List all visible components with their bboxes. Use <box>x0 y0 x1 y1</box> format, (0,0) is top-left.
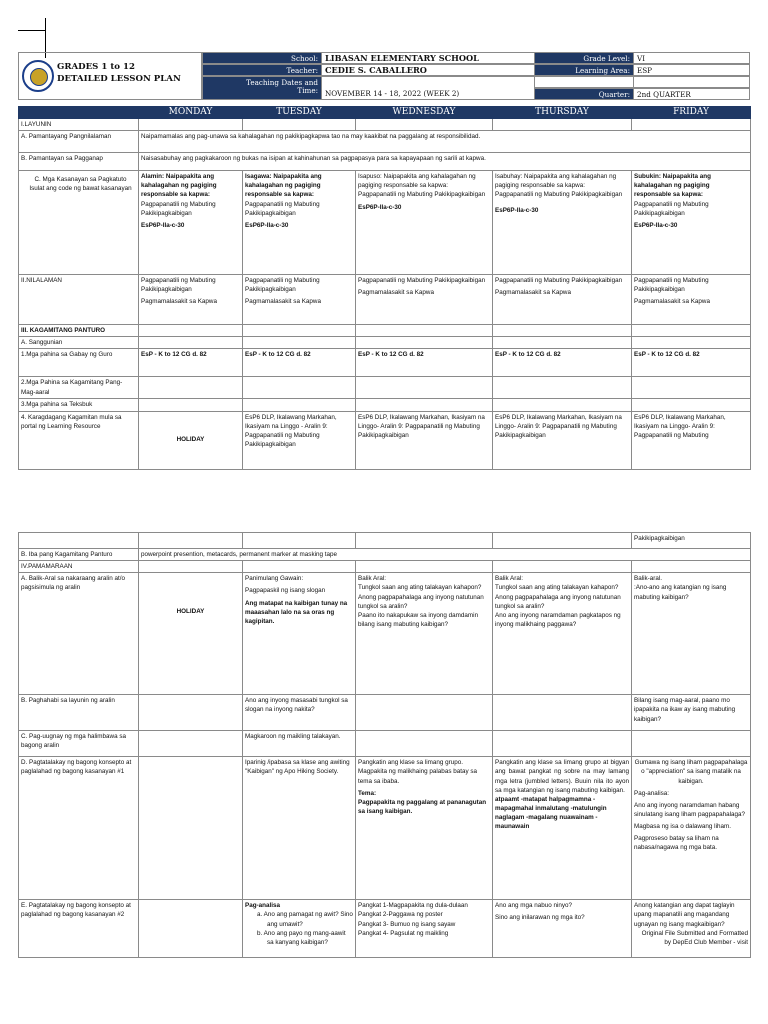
cell-line: Balik Aral: <box>495 575 523 583</box>
quarter-label: Quarter: <box>534 88 634 100</box>
competency-topic: Pagpapanatili ng Mabuting Pakikipagkaibigan <box>495 191 623 199</box>
competency-text: Subukin: Naipapakita ang kahalagahan ng pagiging responsable sa kapwa: <box>634 173 711 199</box>
row-text: Naisasabuhay ang pagkakaroon ng bukas na isipan at kahinahunan sa pagpapasya para sa kapayapaan ng sarili at kapwa. <box>139 153 751 171</box>
empty-cell <box>493 325 632 337</box>
cell-line: Ano ang mga nabuo ninyo? <box>495 902 573 910</box>
empty-cell <box>632 399 751 411</box>
cell-line: Pagpapakita ng paggalang at pananagutan sa isang kaibigan. <box>358 798 487 815</box>
kasanayan-row <box>19 171 751 275</box>
competency-topic: Pagpapanatili ng Mabuting Pakikipagkaibigan <box>141 200 216 217</box>
empty-cell <box>632 337 751 349</box>
empty-cell <box>243 377 356 399</box>
day-tuesday: TUESDAY <box>243 107 356 119</box>
row-label: E. Pagtatalakay ng bagong konsepto at paglalahad ng bagong kasanayan #2 <box>19 900 139 958</box>
gabay-thursday: EsP - K to 12 CG d. 82 <box>493 349 632 377</box>
cell-line: Pag-analisa <box>245 902 280 910</box>
pag-uugnay-row <box>19 731 751 757</box>
row-label: IV.PAMAMARAAN <box>19 561 139 573</box>
lr-friday: EsP6 DLP, Ikalawang Markahan, Ikasiyam na Linggo- Aralin 9: Pagpapanatili ng Mabuting <box>632 411 751 469</box>
empty-cell <box>356 533 493 549</box>
empty-cell <box>243 325 356 337</box>
quarter-value: 2nd QUARTER <box>633 88 750 100</box>
nilalaman-subtopic: Pagmamalasakit sa Kapwa <box>634 298 710 306</box>
day-thursday: THURSDAY <box>493 107 632 119</box>
competency-text: Isagawa: Naipapakita ang kahalagahan ng pagiging responsable sa kapwa: <box>245 173 322 199</box>
row-text: powerpoint presention, metacards, permanent marker at masking tape <box>139 549 751 561</box>
day-header-blank <box>19 107 139 119</box>
competency-code: EsP6P-IIa-c-30 <box>245 221 289 229</box>
grade-label: Grade Level: <box>534 52 634 64</box>
kasanayan-thursday <box>493 171 632 275</box>
competency-text: Isapuso: Naipapakita ang kahalagahan ng pagiging responsable sa kapwa: <box>358 173 476 190</box>
pagtatalakay-1-row <box>19 757 751 900</box>
sanggunian-row <box>19 337 751 349</box>
empty-cell <box>139 731 243 757</box>
lesson-plan-header <box>18 52 750 100</box>
empty-cell <box>19 533 139 549</box>
day-friday: FRIDAY <box>632 107 751 119</box>
empty-cell <box>139 377 243 399</box>
cell-line: Ano ang inyong naramdaman pagkatapos ng inyong malikhaing paggawa? <box>495 611 621 628</box>
empty-cell <box>356 325 493 337</box>
empty-cell <box>356 399 493 411</box>
header-title-line1: GRADES 1 to 12 <box>57 62 135 72</box>
competency-code: EsP6P-IIa-c-30 <box>634 221 678 229</box>
holiday-label: HOLIDAY <box>139 573 243 695</box>
nilalaman-wednesday <box>356 275 493 325</box>
row-label: C. Pag-uugnay ng mga halimbawa sa bagong aralin <box>19 731 139 757</box>
competency-code: EsP6P-IIa-c-30 <box>358 203 402 211</box>
competency-topic: Pagpapanatili ng Mabuting Pakikipagkaibigan <box>634 200 709 217</box>
pagtatalakay-2-row <box>19 900 751 958</box>
deped-seal-icon <box>22 60 54 92</box>
d-thursday <box>493 757 632 900</box>
header-right <box>534 52 750 100</box>
empty-cell <box>356 337 493 349</box>
empty-cell <box>632 377 751 399</box>
empty-cell <box>139 325 243 337</box>
empty-cell <box>139 561 243 573</box>
row-label: 2.Mga Pahina sa Kagamitang Pang-Mag-aaral <box>19 377 139 399</box>
nilalaman-topic: Pagpapanatili ng Mabuting Pakikipagkaibigan <box>141 277 216 294</box>
day-wednesday: WEDNESDAY <box>356 107 493 119</box>
row-label: A. Sanggunian <box>19 337 139 349</box>
empty-cell <box>243 533 356 549</box>
cell-line: Tungkol saan ang ating talakayan kahapon? <box>495 584 619 592</box>
empty-cell <box>493 533 632 549</box>
empty-cell <box>139 337 243 349</box>
dates-value: NOVEMBER 14 - 18, 2022 (WEEK 2) <box>321 76 552 100</box>
empty-cell <box>139 399 243 411</box>
row-label: II.NILALAMAN <box>19 275 139 325</box>
cell-line: Pangkatin ang klase sa limang grupo at bigyan ang bawat pangkat ng sobre na may lamang mga letra (jumbled letters). Buuin nila ito ayon sa mga katangian ng isang mabuting kaibigan. <box>495 759 629 794</box>
balik-aral-row <box>19 573 751 695</box>
nilalaman-topic: Pagpapanatili ng Mabuting Pakikipagkaibigan <box>495 277 623 285</box>
empty-cell <box>632 731 751 757</box>
paghahabi-row <box>19 695 751 731</box>
empty-cell <box>632 325 751 337</box>
nilalaman-monday <box>139 275 243 325</box>
nilalaman-topic: Pagpapanatili ng Mabuting Pakikipagkaibigan <box>358 277 486 285</box>
empty-cell <box>356 377 493 399</box>
pamamaraan-row <box>19 561 751 573</box>
empty-cell <box>139 119 243 131</box>
iba-pang-kagamitan-row <box>19 549 751 561</box>
dates-label-line2: Time: <box>297 86 318 95</box>
cell-line: b. Ano ang payo ng mang-aawit sa kanyang kaibigan? <box>257 929 346 946</box>
area-spacer <box>534 76 634 88</box>
row-label: B. Paghahabi sa layunin ng aralin <box>19 695 139 731</box>
area-value: ESP <box>633 64 750 76</box>
competency-text: Alamin: Naipapakita ang kahalagahan ng pagiging responsable sa kapwa: <box>141 173 217 199</box>
nilalaman-row <box>19 275 751 325</box>
header-middle <box>202 52 552 100</box>
lr-thursday: EsP6 DLP, Ikalawang Markahan, Ikasiyam na Linggo- Aralin 9: Pagpapanatili ng Mabuting Pakikipagkaibigan <box>493 411 632 469</box>
pamantayang-pangnilalaman-row <box>19 131 751 153</box>
row-label: 3.Mga pahina sa Teksbuk <box>19 399 139 411</box>
nilalaman-topic: Pagpapanatili ng Mabuting Pakikipagkaibigan <box>245 277 320 294</box>
empty-cell <box>243 399 356 411</box>
header-title <box>57 62 181 85</box>
cell-line: Magbasa ng isa o dalawang liham. <box>634 823 731 830</box>
school-value: LIBASAN ELEMENTARY SCHOOL <box>321 52 552 64</box>
gabay-monday: EsP - K to 12 CG d. 82 <box>139 349 243 377</box>
nilalaman-subtopic: Pagmamalasakit sa Kapwa <box>358 289 434 297</box>
e-wednesday <box>356 900 493 958</box>
nilalaman-tuesday <box>243 275 356 325</box>
kagamitan-row <box>19 325 751 337</box>
empty-cell <box>139 695 243 731</box>
gabay-friday: EsP - K to 12 CG d. 82 <box>632 349 751 377</box>
lr-wednesday: EsP6 DLP, Ikalawang Markahan, Ikasiyam na Linggo- Aralin 9: Pagpapanatili ng Mabuting Pakikipagkaibigan <box>356 411 493 469</box>
empty-cell <box>493 561 632 573</box>
nilalaman-friday <box>632 275 751 325</box>
area-spacer-value <box>633 76 750 88</box>
cell-line: Tema: <box>358 789 377 797</box>
teacher-value: CEDIE S. CABALLERO <box>321 64 552 76</box>
cell-line: Balik-aral. <box>634 575 662 583</box>
nilalaman-subtopic: Pagmamalasakit sa Kapwa <box>495 289 571 297</box>
paghahabi-tuesday: Ano ang inyong masasabi tungkol sa slogan na inyong nakita? <box>243 695 356 731</box>
cell-line: Pag-analisa: <box>634 789 670 797</box>
pag-uugnay-tuesday: Magkaroon ng maikling talakayan. <box>243 731 356 757</box>
gabay-tuesday: EsP - K to 12 CG d. 82 <box>243 349 356 377</box>
competency-topic: Pagpapanatili ng Mabuting Pakikipagkaibigan <box>245 200 320 217</box>
d-tuesday: Iparinig /ipabasa sa klase ang awiting "Kaibigan" ng Apo Hiking Society. <box>243 757 356 900</box>
empty-cell <box>493 695 632 731</box>
cell-line: Tungkol saan ang ating talakayan kahapon? <box>358 584 482 592</box>
balik-wednesday <box>356 573 493 695</box>
competency-code: EsP6P-IIa-c-30 <box>495 206 539 214</box>
empty-cell <box>493 731 632 757</box>
row-text: Naipamamalas ang pag-unawa sa kahalagahan ng pakikipagkapwa tao na may kaakibat na paggalang at responsibilidad. <box>139 131 751 153</box>
balik-thursday <box>493 573 632 695</box>
carry-over-row <box>19 533 751 549</box>
dates-label-line1: Teaching Dates and <box>246 78 318 87</box>
cell-line: Anong pagpapahalaga ang inyong natutunan tungkol sa aralin? <box>358 593 484 610</box>
empty-cell <box>493 377 632 399</box>
row-label: A. Balik-Aral sa nakaraang aralin at/o pagsisimula ng aralin <box>19 573 139 695</box>
empty-cell <box>139 533 243 549</box>
cell-line: Pagproseso batay sa liham na nabasa/nagawa ng mga bata. <box>634 835 719 852</box>
balik-tuesday <box>243 573 356 695</box>
school-label: School: <box>202 52 322 64</box>
cell-line: Paano ito nakapukaw sa inyong damdamin bilang isang mabuting kaibigan? <box>358 611 479 628</box>
cell-line: atpaamt -matapat halpagmamna -mapagmahal inmalutang -matulungin naglagam -magalang nuawainam -maunawain <box>495 795 607 831</box>
lesson-table-part2 <box>18 532 750 958</box>
cell-line: Pangkat 3- Bumuo ng isang sayaw <box>358 920 456 928</box>
e-friday <box>632 900 751 958</box>
day-monday: MONDAY <box>139 107 243 119</box>
empty-cell <box>632 561 751 573</box>
competency-text: Isabuhay: Naipapakita ang kahalagahan ng pagiging responsable sa kapwa: <box>495 173 617 190</box>
empty-cell <box>243 119 356 131</box>
kasanayan-friday <box>632 171 751 275</box>
cell-line: Pangkat 1-Magpapakita ng dula-dulaan <box>358 902 468 910</box>
kasanayan-wednesday <box>356 171 493 275</box>
gabay-wednesday: EsP - K to 12 CG d. 82 <box>356 349 493 377</box>
holiday-label: HOLIDAY <box>139 411 243 469</box>
cell-line: Ang matapat na kaibigan tunay na maaasahan lalo na sa oras ng kagipitan. <box>245 599 348 625</box>
row-label: A. Pamantayang Pangnilalaman <box>19 131 139 153</box>
nilalaman-topic: Pagpapanatili ng Mabuting Pakikipagkaibigan <box>634 277 709 294</box>
layunin-row <box>19 119 751 131</box>
empty-cell <box>493 119 632 131</box>
cell-line: Ano ang inyong naramdaman habang sinulatang isang liham pagpapahalaga? <box>634 801 745 818</box>
row-label: 4. Karagdagang Kagamitan mula sa portal ng Learning Resource <box>19 411 139 469</box>
row-label: 1.Mga pahina sa Gabay ng Guro <box>19 349 139 377</box>
cell-line: a. Ano ang pamagat ng awit? Sino ang umawit? <box>257 911 353 928</box>
d-wednesday <box>356 757 493 900</box>
lesson-table-part1 <box>18 106 750 470</box>
e-thursday <box>493 900 632 958</box>
teksbuk-row <box>19 399 751 411</box>
nilalaman-subtopic: Pagmamalasakit sa Kapwa <box>141 298 217 306</box>
row-label: B. Pamantayan sa Pagganap <box>19 153 139 171</box>
cell-line: Pangkat 2-Paggawa ng poster <box>358 911 443 919</box>
cell-line: Panimulang Gawain: <box>245 575 304 583</box>
empty-cell <box>139 900 243 958</box>
row-label: B. Iba pang Kagamitang Panturo <box>19 549 139 561</box>
empty-cell <box>243 337 356 349</box>
kagamitang-mag-aaral-row <box>19 377 751 399</box>
nilalaman-subtopic: Pagmamalasakit sa Kapwa <box>245 298 321 306</box>
kasanayan-tuesday <box>243 171 356 275</box>
empty-cell <box>493 399 632 411</box>
grade-value: VI <box>633 52 750 64</box>
e-tuesday <box>243 900 356 958</box>
d-friday <box>632 757 751 900</box>
competency-code: EsP6P-IIa-c-30 <box>141 221 185 229</box>
cell-line: Pangkat 4- Pagsulat ng maikling <box>358 929 449 937</box>
carry-over-friday: Pakikipagkaibigan <box>632 533 751 549</box>
area-label: Learning Area: <box>534 64 634 76</box>
empty-cell <box>356 119 493 131</box>
row-label: C. Mga Kasanayan sa Pagkatuto Isulat ang code ng bawat kasanayan <box>19 171 139 275</box>
paghahabi-friday: Bilang isang mag-aaral, paano mo ipapakita na ikaw ay isang mabuting kaibigan? <box>632 695 751 731</box>
pamantayan-pagganap-row <box>19 153 751 171</box>
row-label: D. Pagtatalakay ng bagong konsepto at paglalahad ng bagong kasanayan #1 <box>19 757 139 900</box>
header-logo-box <box>18 52 202 100</box>
cell-line: Original File Submitted and Formatted by DepEd Club Member - visit <box>641 929 748 946</box>
learning-resource-row <box>19 411 751 469</box>
balik-friday <box>632 573 751 695</box>
empty-cell <box>356 561 493 573</box>
day-header-row <box>19 107 751 119</box>
empty-cell <box>139 757 243 900</box>
cell-line: Anong katangian ang dapat taglayin upang mapanatili ang magandang ugnayan ng isang magkaibigan? <box>634 902 735 928</box>
header-title-line2: DETAILED LESSON PLAN <box>57 73 181 84</box>
cell-line: :Ano-ano ang katangian ng isang mabuting kaibigan? <box>634 584 727 601</box>
cell-line: Pagpapaskil ng isang slogan <box>245 587 326 595</box>
cell-line: Gumawa ng isang liham pagpapahalaga o "appreciation" sa isang matalik na kaibigan. <box>634 759 748 785</box>
empty-cell <box>493 337 632 349</box>
lr-tuesday: EsP6 DLP, Ikalawang Markahan, Ikasiyam na Linggo - Aralin 9: Pagpapanatili ng Mabuting Pakikipagkaibigan <box>243 411 356 469</box>
teacher-label: Teacher: <box>202 64 322 76</box>
cell-line: Sino ang inilarawan ng mga ito? <box>495 914 585 922</box>
kasanayan-monday <box>139 171 243 275</box>
empty-cell <box>356 731 493 757</box>
cell-line: Pangkatin ang klase sa limang grupo. Magpakita ng malikhaing palabas batay sa tema sa ibaba. <box>358 759 478 785</box>
row-label: III. KAGAMITANG PANTURO <box>19 325 139 337</box>
layunin-label: I.LAYUNIN <box>19 119 139 131</box>
crop-mark-horizontal <box>18 30 46 31</box>
empty-cell <box>243 561 356 573</box>
dates-label <box>202 76 322 100</box>
empty-cell <box>356 695 493 731</box>
nilalaman-thursday <box>493 275 632 325</box>
cell-line: Anong pagpapahalaga ang inyong natutunan tungkol sa aralin? <box>495 593 621 610</box>
empty-cell <box>632 119 751 131</box>
gabay-guro-row <box>19 349 751 377</box>
cell-line: Balik Aral: <box>358 575 386 583</box>
competency-topic: Pagpapanatili ng Mabuting Pakikipagkaibigan <box>358 191 486 199</box>
